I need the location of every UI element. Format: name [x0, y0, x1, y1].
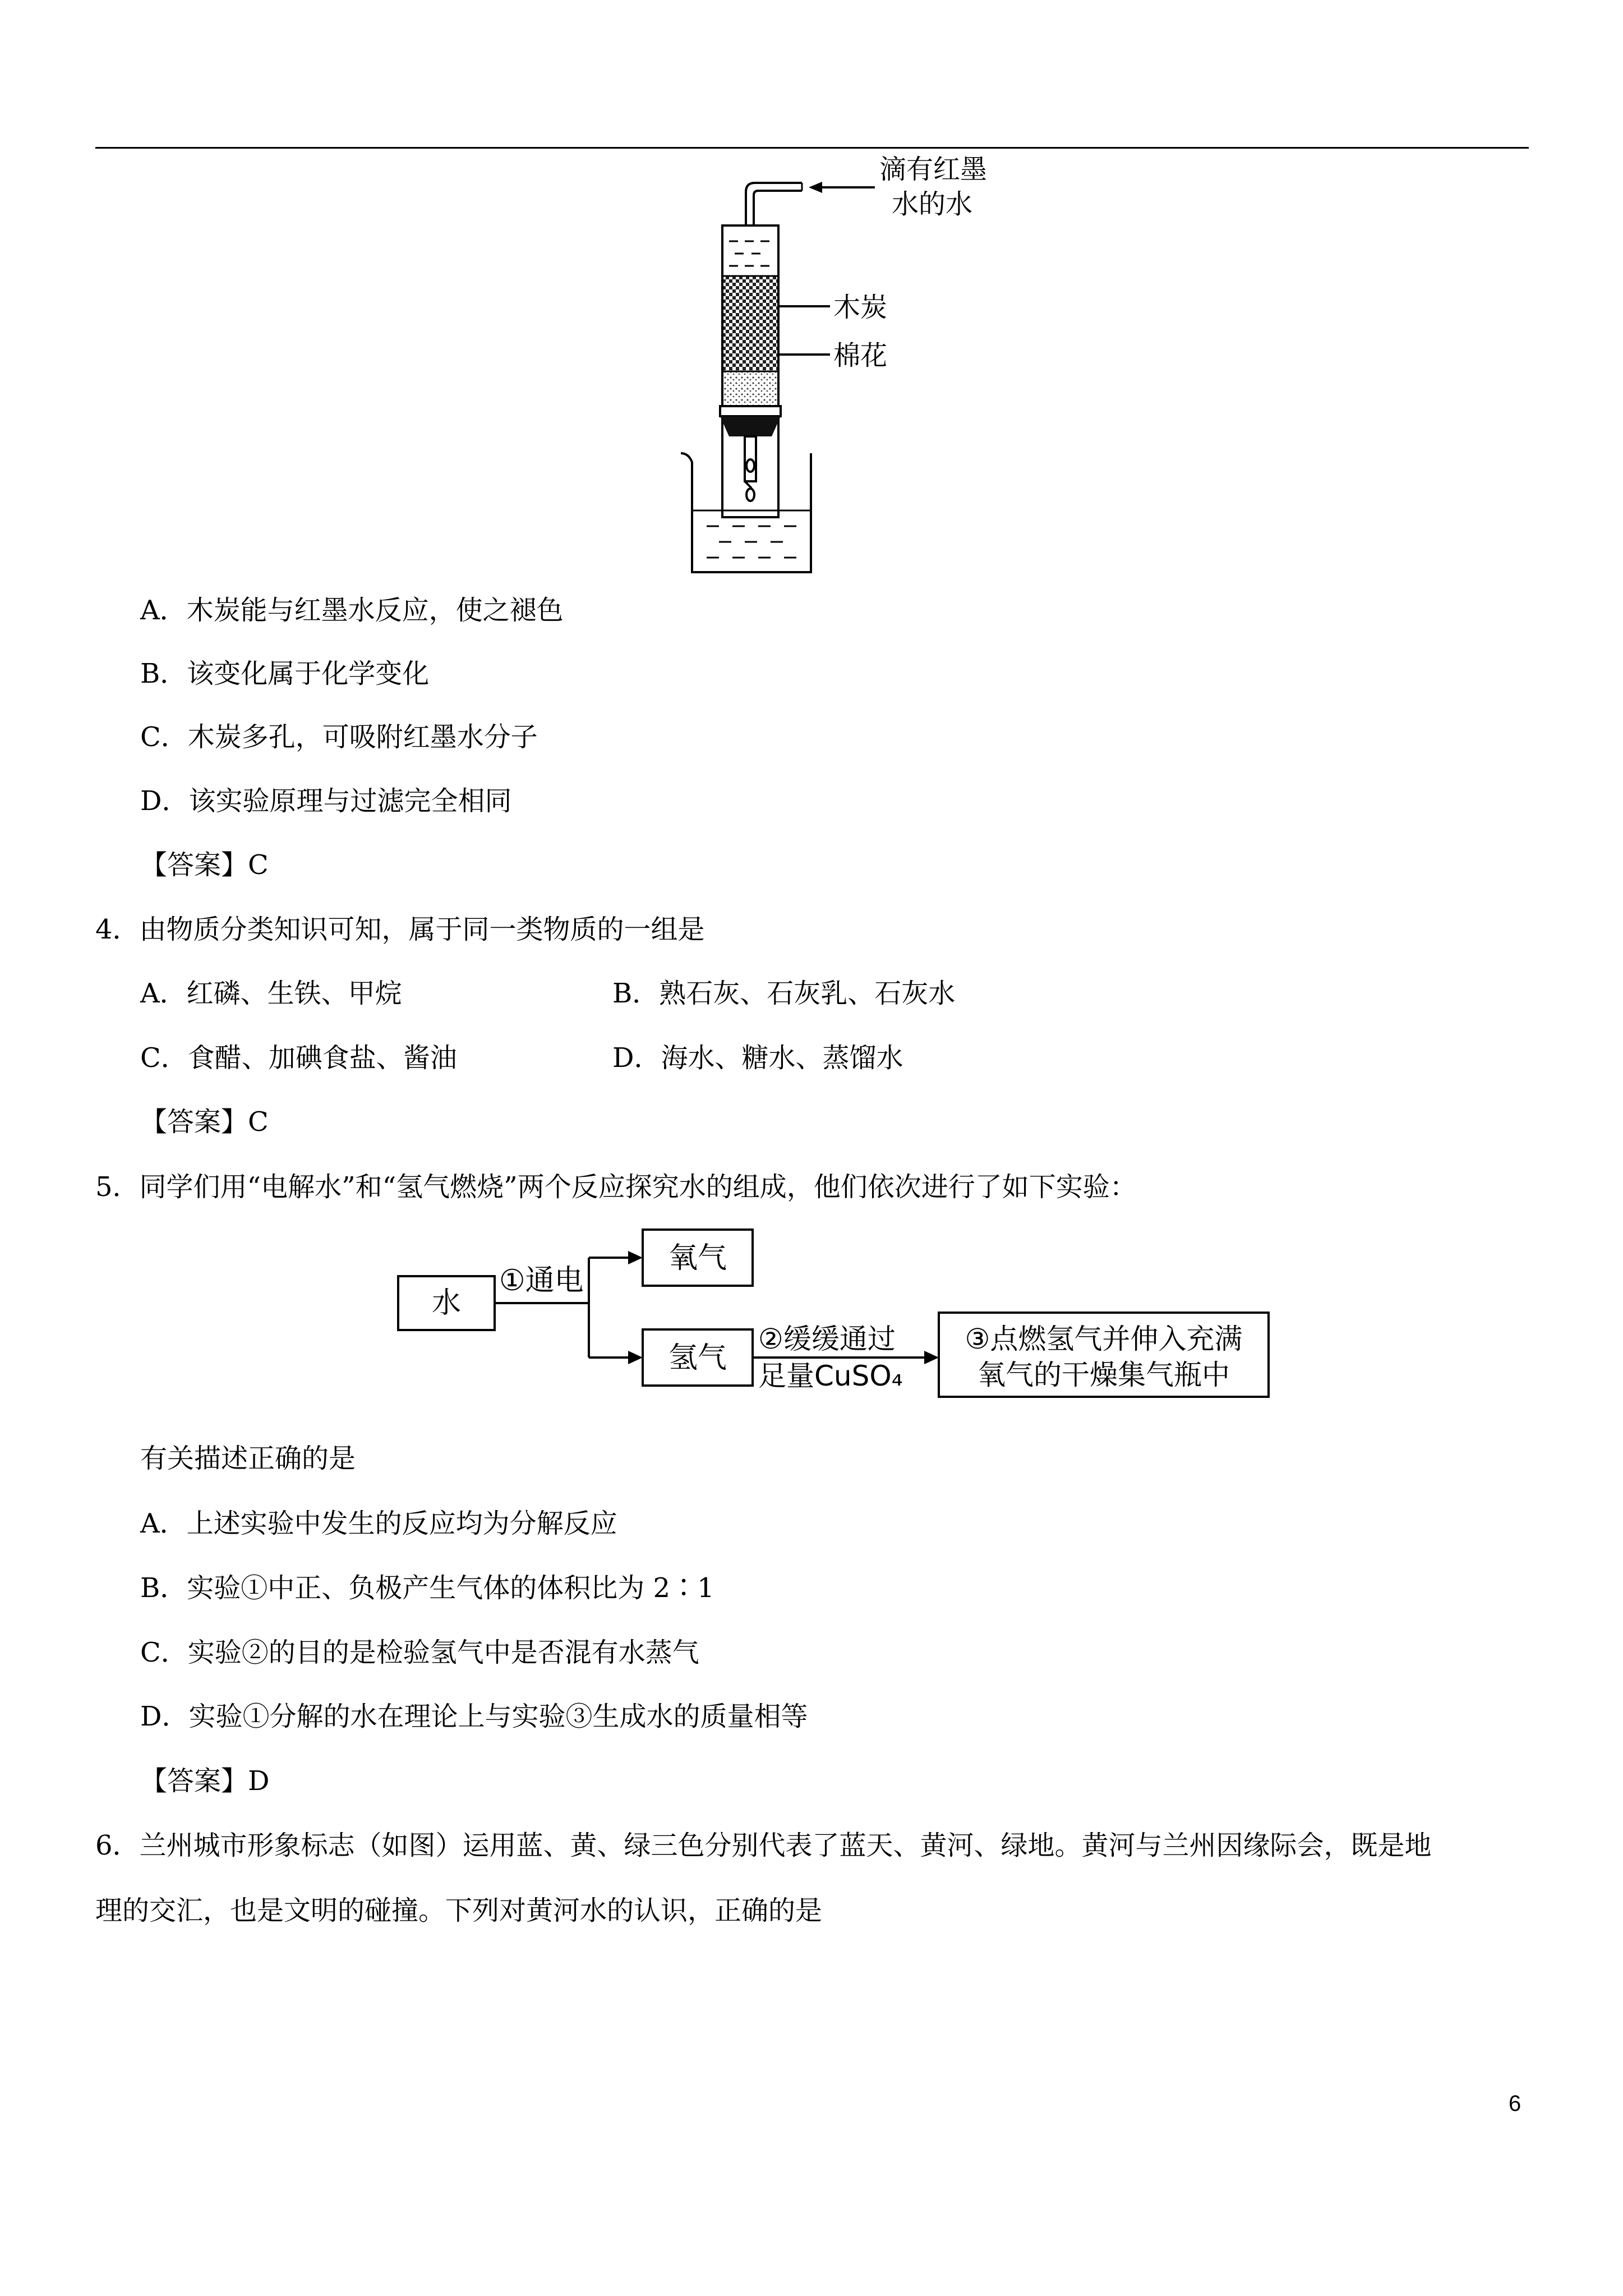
q3-option-a: A．木炭能与红墨水反应，使之褪色: [140, 595, 564, 626]
q3-answer: 【答案】C: [140, 849, 269, 881]
step2-label-line2: 足量CuSO₄: [758, 1360, 903, 1392]
cotton-layer: [723, 371, 777, 406]
step2-label-line1: ②缓缓通过: [758, 1323, 896, 1355]
oxygen-label: 氧气: [668, 1241, 727, 1275]
q5-prompt: 有关描述正确的是: [140, 1443, 356, 1474]
q3-option-c: C．木炭多孔，可吸附红墨水分子: [140, 721, 538, 753]
q5-option-d: D．实验①分解的水在理论上与实验③生成水的质量相等: [140, 1701, 808, 1732]
q6-stem-line1: 6．兰州城市形象标志（如图）运用蓝、黄、绿三色分别代表了蓝天、黄河、绿地。黄河与兰州因缘际会，既是地: [95, 1830, 1432, 1861]
q5-option-b: B．实验①中正、负极产生气体的体积比为 2∶1: [140, 1572, 714, 1604]
step3-label-line2: 氧气的干燥集气瓶中: [978, 1359, 1230, 1391]
charcoal-layer: [723, 276, 777, 370]
q4-stem: 4．由物质分类知识可知，属于同一类物质的一组是: [95, 914, 705, 945]
q5-option-a: A．上述实验中发生的反应均为分解反应: [140, 1508, 617, 1539]
label-cotton: 棉花: [833, 340, 888, 371]
water-label: 水: [431, 1286, 462, 1320]
water-experiment-flowchart: [393, 1228, 1284, 1419]
header-rule: [95, 147, 1529, 149]
label-input-line2: 水的水: [892, 188, 973, 220]
label-input-line1: 滴有红墨: [879, 154, 988, 185]
beaker-diagram: [679, 449, 824, 583]
stopper: [720, 416, 781, 436]
q6-stem-line2: 理的交汇，也是文明的碰撞。下列对黄河水的认识，正确的是: [95, 1895, 823, 1926]
q5-stem: 5．同学们用“电解水”和“氢气燃烧”两个反应探究水的组成，他们依次进行了如下实验：: [95, 1171, 1137, 1203]
q4-option-d: D．海水、糖水、蒸馏水: [612, 1042, 903, 1074]
hydrogen-label: 氢气: [668, 1341, 727, 1375]
q4-option-b: B．熟石灰、石灰乳、石灰水: [612, 978, 956, 1009]
q4-option-a: A．红磷、生铁、甲烷: [140, 978, 402, 1009]
label-charcoal: 木炭: [833, 292, 888, 323]
q4-answer: 【答案】C: [140, 1106, 269, 1138]
q3-option-d: D．该实验原理与过滤完全相同: [140, 785, 512, 817]
step3-label-line1: ③点燃氢气并伸入充满: [965, 1323, 1243, 1355]
q5-option-c: C．实验②的目的是检验氢气中是否混有水蒸气: [140, 1637, 699, 1668]
q3-option-b: B．该变化属于化学变化: [140, 658, 430, 689]
page-number: 6: [1509, 2091, 1521, 2116]
q5-answer: 【答案】D: [140, 1765, 270, 1797]
step1-label: ①通电: [499, 1264, 584, 1297]
q4-option-c: C．食醋、加碘食盐、酱油: [140, 1042, 457, 1074]
